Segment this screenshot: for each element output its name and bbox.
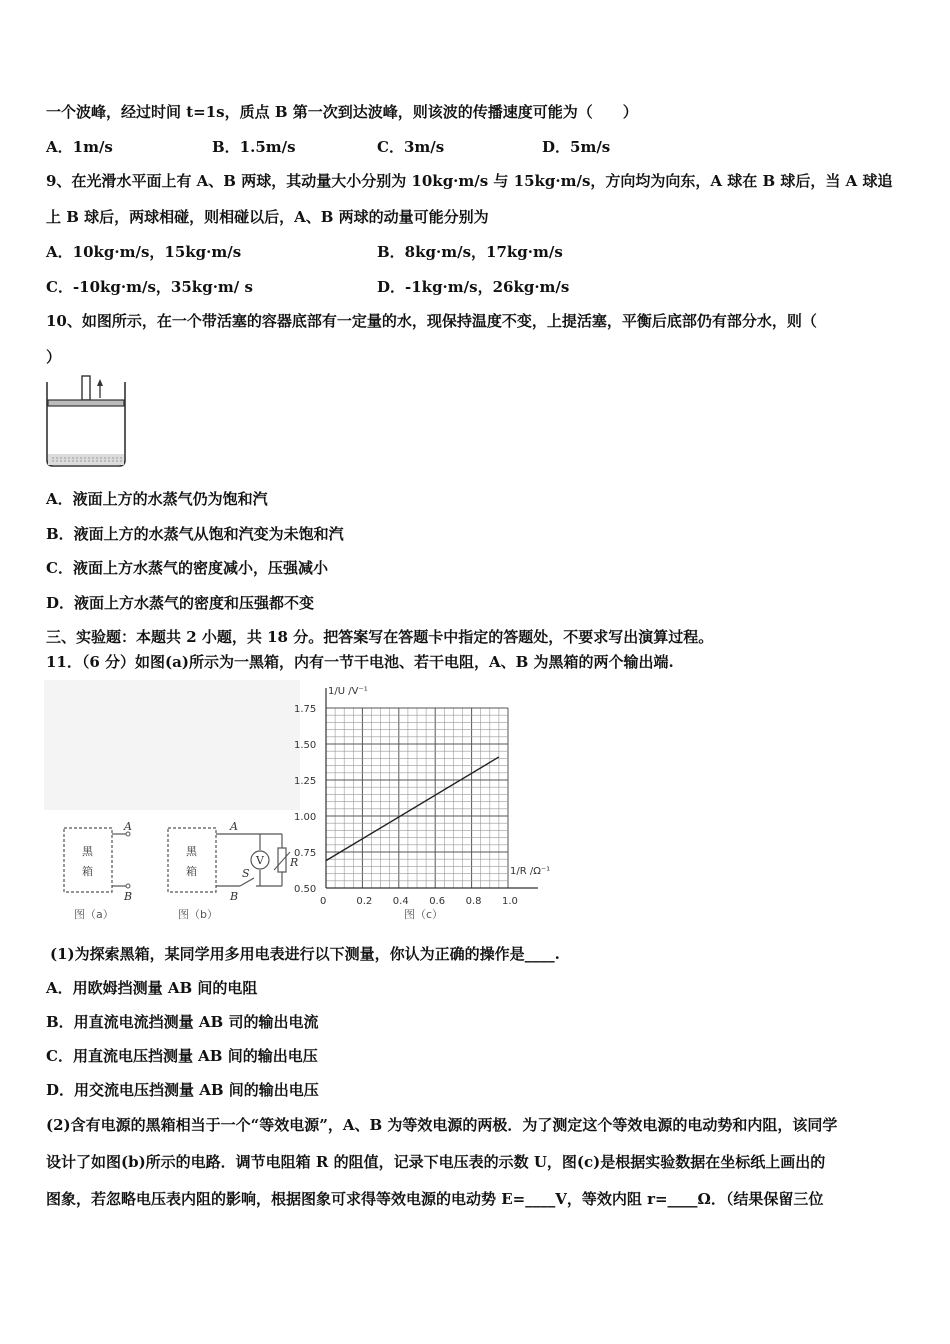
water — [48, 454, 124, 465]
y-tick-label: 1.00 — [294, 812, 317, 823]
voltmeter-label: V — [256, 854, 264, 867]
q11-part1-option-a[interactable]: A．用欧姆挡测量 AB 间的电阻 — [46, 979, 258, 997]
x-tick-label: 0.2 — [356, 896, 373, 907]
q11-part2-line2: 设计了如图(b)所示的电路．调节电阻箱 R 的阻值，记录下电压表的示数 U，图(c)是根据实验数据在坐标纸上画出的 — [46, 1153, 826, 1171]
terminal-b-fig-b: B — [230, 890, 239, 903]
q11-part1: (1)为探索黑箱，某同学用多用电表进行以下测量，你认为正确的操作是____. — [50, 945, 560, 963]
piston-container-figure — [44, 374, 130, 470]
q10-option-d[interactable]: D．液面上方水蒸气的密度和压强都不变 — [46, 594, 315, 612]
box-a-label-2: 箱 — [82, 865, 93, 878]
container-wall — [47, 382, 125, 466]
y-tick-label: 1.75 — [294, 704, 317, 715]
x-axis-label: 1/R /Ω⁻¹ — [510, 866, 551, 877]
q11-part1-option-c[interactable]: C．用直流电压挡测量 AB 间的输出电压 — [46, 1047, 318, 1065]
x-tick-label: 0.8 — [465, 896, 482, 907]
q8-stem: 一个波峰，经过时间 t=1s，质点 B 第一次到达波峰，则该波的传播速度可能为（ ） — [46, 103, 638, 121]
y-tick-label: 0.50 — [294, 884, 317, 895]
q8-option-c[interactable]: C．3m/s — [377, 138, 445, 156]
y-tick-label: 1.25 — [294, 776, 317, 787]
scan-noise — [44, 680, 300, 810]
q9-option-b[interactable]: B．8kg·m/s，17kg·m/s — [377, 243, 563, 261]
x-tick-label: 0.6 — [429, 896, 446, 907]
q9-option-c[interactable]: C．-10kg·m/s，35kg·m/ s — [46, 278, 253, 296]
box-b-label-2: 箱 — [186, 865, 197, 878]
arrow-head-icon — [97, 379, 103, 386]
y-tick-label: 1.50 — [294, 740, 317, 751]
x-tick-label: 0.4 — [392, 896, 409, 907]
resistor-label: R — [290, 856, 299, 869]
q11-stem: 11．（6 分）如图(a)所示为一黑箱，内有一节干电池、若干电阻，A、B 为黑箱的两个输出端. — [46, 653, 674, 671]
piston-rod — [82, 376, 90, 400]
terminal-b-dot — [126, 884, 130, 888]
x-tick-label: 0 — [320, 896, 327, 907]
section-3-heading: 三、实验题：本题共 2 小题，共 18 分。把答案写在答题卡中指定的答题处，不要求写出演算过程。 — [46, 628, 714, 646]
black-box-b — [168, 828, 216, 892]
chart-figure-c — [292, 680, 562, 924]
q10-option-a[interactable]: A．液面上方的水蒸气仍为饱和汽 — [46, 490, 268, 508]
caption-b: 图（b） — [178, 908, 218, 921]
black-box-figures — [44, 680, 300, 924]
box-a-label-1: 黑 — [82, 845, 93, 858]
q11-part1-option-d[interactable]: D．用交流电压挡测量 AB 间的输出电压 — [46, 1081, 319, 1099]
terminal-b-fig-a: A — [230, 820, 238, 833]
q9-stem-line1: 9、在光滑水平面上有 A、B 两球，其动量大小分别为 10kg·m/s 与 15kg·m/s，方向均为向东，A 球在 B 球后，当 A 球追 — [46, 172, 893, 190]
q10-option-b[interactable]: B．液面上方的水蒸气从饱和汽变为未饱和汽 — [46, 525, 344, 543]
switch-label: S — [242, 867, 250, 880]
q11-part1-option-b[interactable]: B．用直流电流挡测量 AB 司的输出电流 — [46, 1013, 319, 1031]
x-tick-label: 1.0 — [502, 896, 518, 907]
q9-option-d[interactable]: D．-1kg·m/s，26kg·m/s — [377, 278, 570, 296]
terminal-a-label: A — [124, 820, 132, 833]
y-tick-label: 0.75 — [294, 848, 317, 859]
q10-stem-line1: 10、如图所示，在一个带活塞的容器底部有一定量的水，现保持温度不变，上提活塞，平衡后底部仍有部分水，则（ — [46, 312, 817, 330]
terminal-b-label: B — [124, 890, 133, 903]
resistor-box-icon — [278, 848, 286, 872]
caption-a: 图（a） — [74, 908, 114, 921]
q8-option-a[interactable]: A．1m/s — [46, 138, 113, 156]
q10-option-c[interactable]: C．液面上方水蒸气的密度减小，压强减小 — [46, 559, 328, 577]
chart-grid — [326, 688, 538, 888]
q9-option-a[interactable]: A．10kg·m/s，15kg·m/s — [46, 243, 242, 261]
black-box-a — [64, 828, 112, 892]
box-b-label-1: 黑 — [186, 845, 197, 858]
q11-part2-line3: 图象，若忽略电压表内阻的影响，根据图象可求得等效电源的电动势 E=____V，等效内阻 r=____Ω．（结果保留三位 — [46, 1190, 824, 1208]
piston — [48, 400, 124, 406]
q9-stem-line2: 上 B 球后，两球相碰，则相碰以后，A、B 两球的动量可能分别为 — [46, 208, 489, 226]
y-axis-label: 1/U /V⁻¹ — [328, 686, 368, 697]
q11-part2-line1: (2)含有电源的黑箱相当于一个“等效电源”，A、B 为等效电源的两极．为了测定这个等效电源的电动势和内阻，该同学 — [46, 1116, 838, 1134]
caption-c: 图（c） — [404, 908, 444, 921]
q10-stem-line2: ） — [46, 348, 62, 366]
q8-option-d[interactable]: D．5m/s — [542, 138, 611, 156]
q8-option-b[interactable]: B．1.5m/s — [212, 138, 296, 156]
